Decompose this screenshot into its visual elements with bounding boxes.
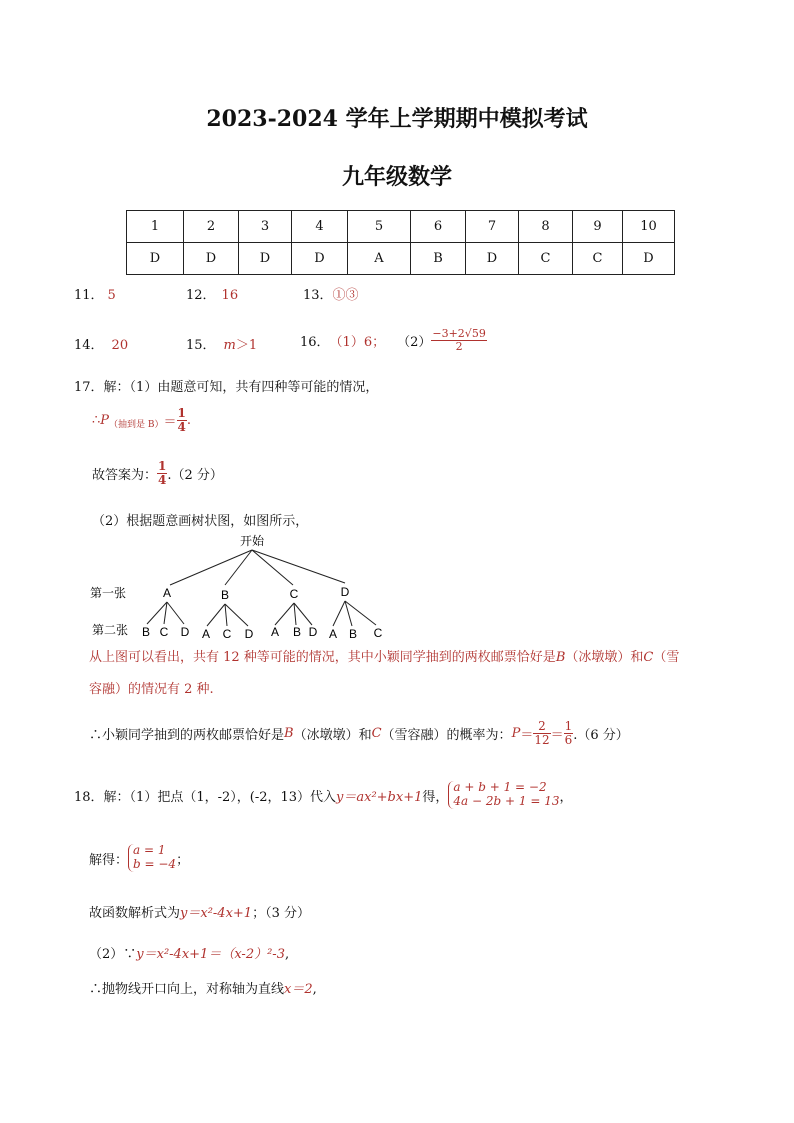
tree-leaf: A bbox=[328, 627, 338, 641]
tree-edge bbox=[252, 550, 293, 585]
q17-part2: （2）根据题意画树状图，如图所示， bbox=[92, 514, 309, 529]
fraction: $\frac{2}{12}$ bbox=[534, 718, 550, 747]
tree-edge bbox=[345, 601, 376, 625]
tree-node: D bbox=[340, 585, 350, 599]
table-cell: C bbox=[519, 243, 573, 275]
tree-leaf: D bbox=[308, 625, 318, 639]
page-subtitle: 九年级数学 bbox=[341, 164, 452, 190]
answer-16: 16． （1）6； （2） $\frac{-3+2√59}{2}$ bbox=[300, 326, 486, 353]
q17-final: ∴小颖同学抽到的两枚邮票恰好是 B （冰墩墩）和 C （雪容融）的概率为： P ＝ $\frac{2}{12}$ ＝ $\frac{1}{6}$ .（6 分） bbox=[89, 718, 629, 747]
q18-function: 故函数解析式为y＝x²-4x+1；（3 分） bbox=[89, 906, 310, 921]
tree-diagram bbox=[80, 528, 400, 644]
table-cell: 2 bbox=[184, 211, 239, 243]
table-row-numbers bbox=[127, 211, 675, 243]
table-cell: 10 bbox=[623, 211, 675, 243]
page-title: 2023-2024 学年上学期期中模拟考试 bbox=[206, 106, 588, 132]
tree-edge bbox=[225, 604, 248, 626]
tree-node: C bbox=[289, 587, 299, 601]
q17-answer: 故答案为： $\frac{1}{4}$ .（2 分） bbox=[92, 458, 223, 487]
q18-part2: （2）∵y＝x²-4x+1＝（x-2）²-3, bbox=[89, 947, 290, 962]
table-cell: D bbox=[184, 243, 239, 275]
table-cell: A bbox=[348, 243, 411, 275]
tree-node: B bbox=[220, 588, 230, 602]
tree-edge bbox=[275, 603, 294, 625]
tree-leaf: C bbox=[159, 625, 169, 639]
tree-leaf: C bbox=[222, 627, 232, 641]
table-cell: 3 bbox=[239, 211, 292, 243]
tree-root: 开始 bbox=[239, 534, 265, 548]
tree-edge bbox=[294, 603, 296, 625]
table-cell: 6 bbox=[411, 211, 466, 243]
answer-table bbox=[126, 210, 675, 275]
tree-level2-label: 第二张 bbox=[92, 623, 129, 637]
tree-leaf: A bbox=[201, 627, 211, 641]
table-cell: 1 bbox=[127, 211, 184, 243]
table-cell: D bbox=[623, 243, 675, 275]
tree-edge bbox=[225, 604, 227, 626]
tree-edge bbox=[170, 550, 252, 585]
fraction: $\frac{-3+2√59}{2}$ bbox=[432, 326, 486, 353]
tree-edge bbox=[207, 604, 225, 626]
q17-conclusion: 从上图可以看出，共有 12 种等可能的情况，其中小颖同学抽到的两枚邮票恰好是B（冰墩墩）和C（雪 bbox=[89, 650, 680, 665]
solution-system: a = 1 b = −4 bbox=[128, 844, 176, 872]
q18-solution: 解得： a = 1 b = −4 ； bbox=[89, 843, 190, 871]
tree-leaf: B bbox=[141, 625, 151, 639]
answer-15: 15． m＞1 bbox=[186, 338, 258, 353]
tree-leaf: B bbox=[348, 627, 358, 641]
tree-edge bbox=[252, 550, 345, 583]
tree-leaf: D bbox=[180, 625, 190, 639]
table-cell: 7 bbox=[466, 211, 519, 243]
q17-probability: ∴ P （抽到是 B） ＝ $\frac{1}{4}$ . bbox=[92, 405, 192, 434]
table-cell: C bbox=[573, 243, 623, 275]
fraction: $\frac{1}{4}$ bbox=[177, 405, 186, 434]
table-cell: 9 bbox=[573, 211, 623, 243]
table-cell: D bbox=[127, 243, 184, 275]
answer-13: 13．①③ bbox=[303, 288, 359, 303]
table-cell: D bbox=[239, 243, 292, 275]
tree-edge bbox=[333, 601, 345, 626]
tree-edge bbox=[345, 601, 352, 626]
equation-system: a + b + 1 = −2 4a − 2b + 1 = 13 bbox=[448, 781, 559, 809]
table-cell: 4 bbox=[292, 211, 348, 243]
table-cell: 8 bbox=[519, 211, 573, 243]
tree-leaf: D bbox=[244, 627, 254, 641]
table-cell: D bbox=[466, 243, 519, 275]
answer-11: 11． 5 bbox=[74, 288, 116, 303]
tree-leaf: A bbox=[270, 625, 280, 639]
answer-12: 12． 16 bbox=[186, 288, 239, 303]
q17-intro: 17．解：（1）由题意可知，共有四种等可能的情况， bbox=[74, 380, 379, 395]
tree-leaf: C bbox=[373, 626, 383, 640]
answer-14: 14． 20 bbox=[74, 338, 129, 353]
tree-edge bbox=[167, 602, 184, 624]
tree-leaf: B bbox=[292, 625, 302, 639]
q17-conclusion-2: 容融）的情况有 2 种. bbox=[89, 682, 214, 697]
table-cell: 5 bbox=[348, 211, 411, 243]
tree-edge bbox=[294, 603, 312, 625]
tree-level1-label: 第一张 bbox=[90, 586, 127, 600]
fraction: $\frac{1}{4}$ bbox=[158, 458, 167, 487]
fraction: $\frac{1}{6}$ bbox=[564, 718, 573, 747]
table-cell: B bbox=[411, 243, 466, 275]
q18-intro: 18．解：（1）把点（1，-2），(-2，13）代入 y＝ax²+bx+1 得， a + b + 1 = −2 4a − 2b + 1 = 13 ， bbox=[74, 780, 573, 808]
tree-node: A bbox=[162, 586, 172, 600]
q18-axis: ∴抛物线开口向上，对称轴为直线x＝2, bbox=[89, 982, 317, 997]
table-cell: D bbox=[292, 243, 348, 275]
table-row-answers bbox=[127, 243, 675, 275]
